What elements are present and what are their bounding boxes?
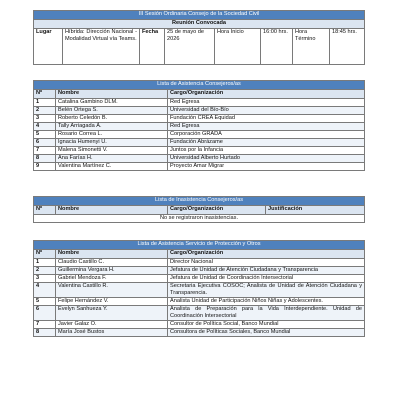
table-row (34, 297, 365, 305)
row-org: Universidad Alberto Hurtado (168, 155, 365, 163)
row-org: Analista Unidad de Participación Niños Niñas y Adolescentes. (168, 297, 365, 305)
row-number: 8 (34, 155, 56, 163)
row-name: Javier Galaz O. (56, 320, 168, 328)
row-name: Catalina Gambino DLM. (56, 99, 168, 107)
row-org: Analista de Preparación para la Vida Interdependiente. Unidad de Coordinación Intersectorial (168, 305, 365, 320)
row-number: 2 (34, 267, 56, 275)
row-name: Rosario Correa L. (56, 131, 168, 139)
session-title: III Sesión Ordinaria Consejo de la Sociedad Civil (34, 11, 365, 20)
consejeros-table (33, 80, 365, 171)
row-org: Director Nacional (168, 259, 365, 267)
row-org: Universidad del Bío-Bío (168, 107, 365, 115)
row-org: Fundación Abrázame (168, 139, 365, 147)
row-name: María José Bustos (56, 328, 168, 336)
table-row (34, 131, 365, 139)
row-org: Corporación GRADA (168, 131, 365, 139)
col-org: Cargo/Organización (168, 90, 365, 99)
table-row (34, 107, 365, 115)
row-number: 6 (34, 305, 56, 320)
row-org: Secretaria Ejecutiva COSOC; Analista de Unidad de Atención Ciudadana y Transparencia. (168, 283, 365, 298)
col-num: Nº (34, 250, 56, 259)
table-row (34, 115, 365, 123)
inasistencia-title: Lista de Inasistencia Consejeros/as (34, 197, 365, 206)
empty-message: No se registraron inasistencias. (34, 215, 365, 223)
session-subtitle: Reunión Convocada (34, 20, 365, 29)
row-name: Ignacia Humenyi U. (56, 139, 168, 147)
row-org: Jefatura de Unidad de Atención Ciudadana y Transparencia (168, 267, 365, 275)
row-number: 7 (34, 320, 56, 328)
hora-inicio-label: Hora Inicio (215, 29, 261, 65)
row-org: Consultor de Política Social, Banco Mundial (168, 320, 365, 328)
row-name: Gabriel Mendoza F. (56, 275, 168, 283)
row-number: 6 (34, 139, 56, 147)
hora-termino-value: 18:45 hrs. (330, 29, 365, 65)
row-name: Guillermina Vergara H. (56, 267, 168, 275)
table-row (34, 283, 365, 298)
row-number: 3 (34, 275, 56, 283)
row-number: 3 (34, 115, 56, 123)
col-justificacion: Justificación (266, 206, 365, 215)
row-name: Ana Farías H. (56, 155, 168, 163)
col-name: Nombre (56, 250, 168, 259)
row-number: 8 (34, 328, 56, 336)
table-row (34, 163, 365, 171)
row-name: Valentina Castillo R. (56, 283, 168, 298)
col-org: Cargo/Organización (168, 250, 365, 259)
row-org: Red Egresa (168, 123, 365, 131)
row-name: Felipe Hernández V. (56, 297, 168, 305)
row-number: 4 (34, 283, 56, 298)
row-name: Evelyn Sanhueza Y. (56, 305, 168, 320)
row-number: 1 (34, 259, 56, 267)
col-num: Nº (34, 206, 56, 215)
table-row (34, 99, 365, 107)
row-name: Claudio Castillo C. (56, 259, 168, 267)
table-row (34, 139, 365, 147)
table-row (34, 328, 365, 336)
row-org: Jefatura de Unidad de Coordinación Intersectorial (168, 275, 365, 283)
fecha-label: Fecha (140, 29, 165, 65)
row-name: Tally Arriagada Á. (56, 123, 168, 131)
row-number: 5 (34, 297, 56, 305)
row-org: Consultora de Políticas Sociales, Banco Mundial (168, 328, 365, 336)
hora-termino-label: Hora Término (293, 29, 330, 65)
servicio-title: Lista de Asistencia Servicio de Protección y Otros (34, 241, 365, 250)
servicio-rows (34, 259, 365, 337)
row-org: Red Egresa (168, 99, 365, 107)
lugar-value: Híbrida: Dirección Nacional - Modalidad Virtual vía Teams. (63, 29, 140, 65)
row-name: Malena Simonetti V. (56, 147, 168, 155)
table-row (34, 259, 365, 267)
session-header-table (33, 10, 365, 65)
table-row (34, 267, 365, 275)
col-name: Nombre (56, 206, 168, 215)
col-name: Nombre (56, 90, 168, 99)
row-number: 5 (34, 131, 56, 139)
row-org: Proyecto Amar Migrar (168, 163, 365, 171)
row-org: Fundación CREA Equidad (168, 115, 365, 123)
consejeros-title: Lista de Asistencia Consejeros/as (34, 81, 365, 90)
row-name: Roberto Celedón B. (56, 115, 168, 123)
row-number: 4 (34, 123, 56, 131)
row-number: 2 (34, 107, 56, 115)
row-name: Belén Ortega S. (56, 107, 168, 115)
table-row (34, 123, 365, 131)
row-number: 7 (34, 147, 56, 155)
servicio-table (33, 240, 365, 337)
col-num: Nº (34, 90, 56, 99)
hora-inicio-value: 16:00 hrs. (261, 29, 293, 65)
table-row (34, 320, 365, 328)
table-row (34, 275, 365, 283)
consejeros-rows (34, 99, 365, 171)
row-number: 9 (34, 163, 56, 171)
col-org: Cargo/Organización (168, 206, 266, 215)
table-row (34, 305, 365, 320)
inasistencia-table (33, 196, 365, 223)
fecha-value: 25 de mayo de 2026 (165, 29, 215, 65)
lugar-label: Lugar (34, 29, 63, 65)
row-name: Valentina Martínez C. (56, 163, 168, 171)
row-org: Juntos por la Infancia (168, 147, 365, 155)
row-number: 1 (34, 99, 56, 107)
table-row (34, 155, 365, 163)
table-row (34, 147, 365, 155)
